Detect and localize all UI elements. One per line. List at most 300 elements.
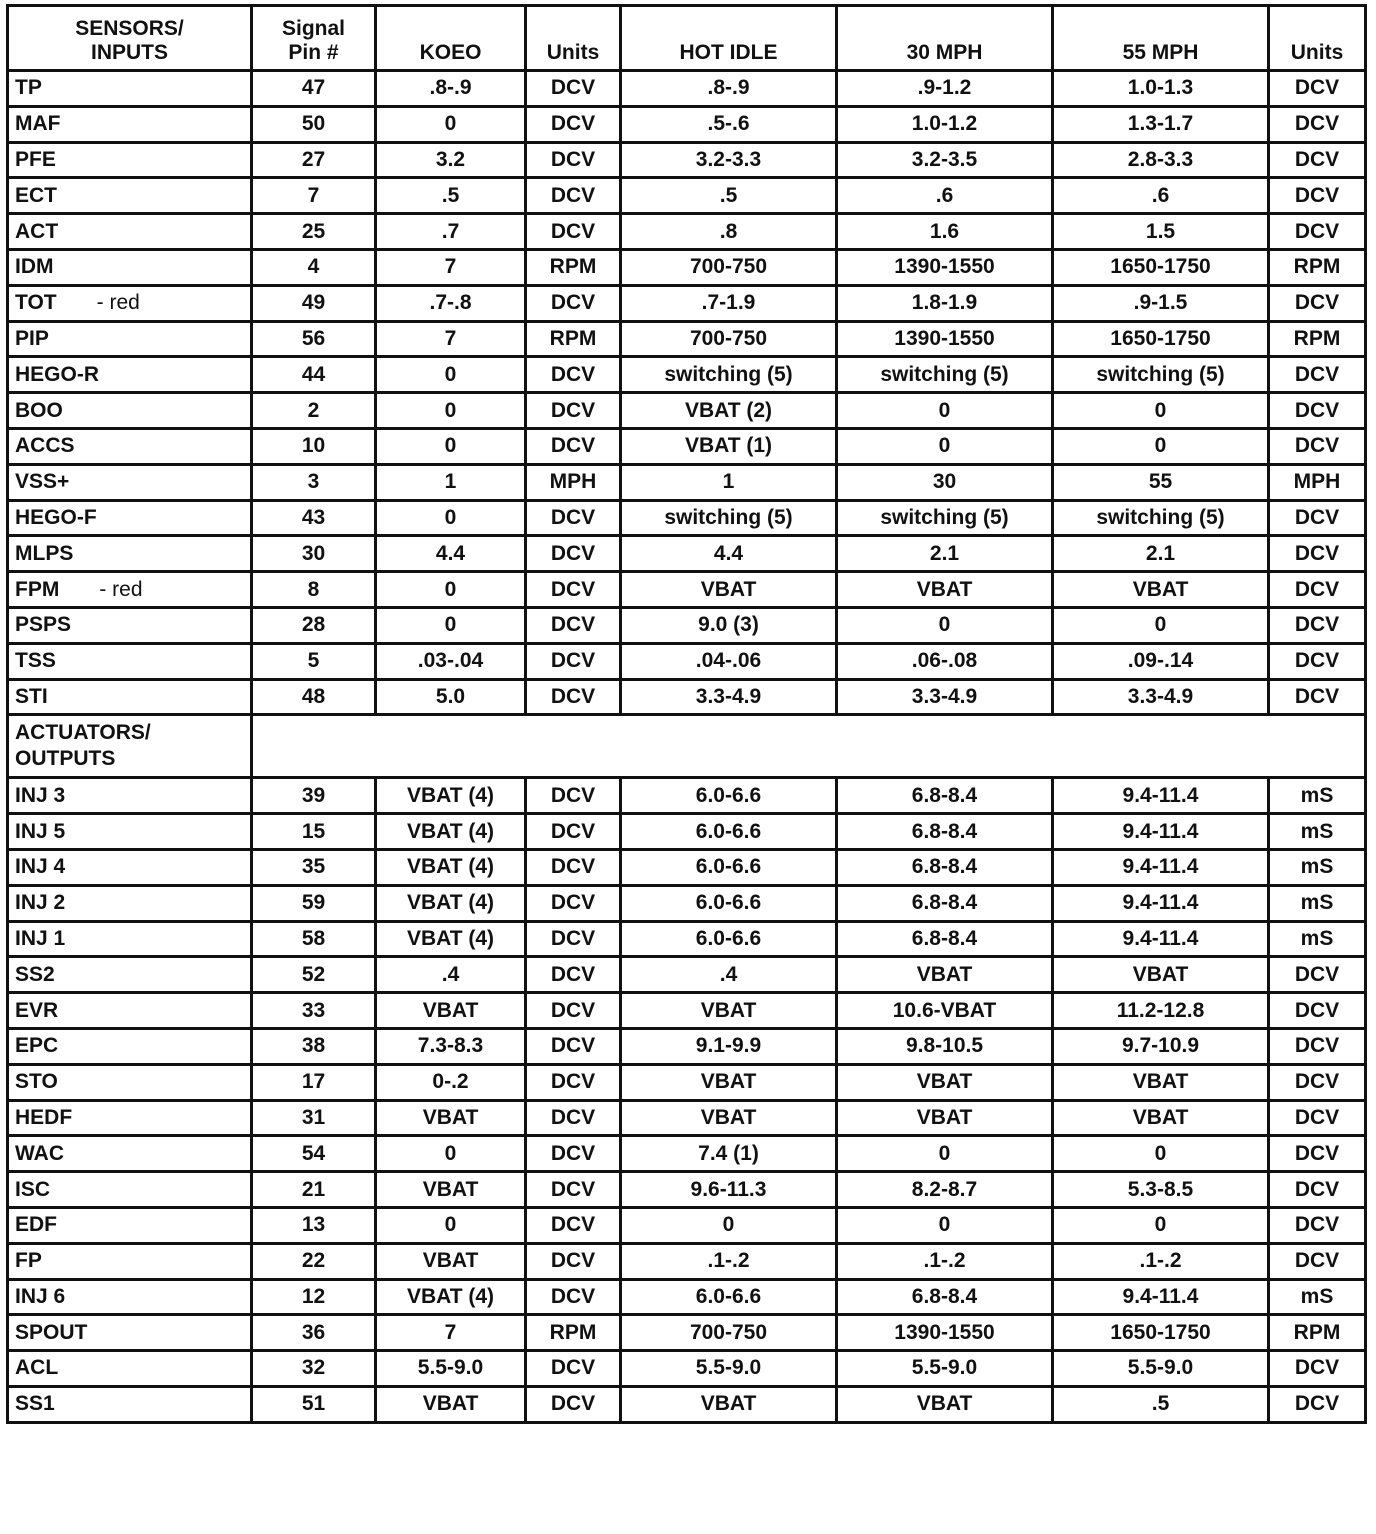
cell-30-mph: 0 bbox=[837, 393, 1053, 429]
cell-55-mph: 11.2-12.8 bbox=[1053, 993, 1269, 1029]
cell-koeo: 7 bbox=[376, 249, 526, 285]
cell-pin: 21 bbox=[252, 1172, 376, 1208]
actuator-row bbox=[8, 885, 1366, 921]
cell-55-mph: .6 bbox=[1053, 178, 1269, 214]
cell-name bbox=[8, 1100, 252, 1136]
cell-pin: 36 bbox=[252, 1315, 376, 1351]
cell-30-mph: 0 bbox=[837, 607, 1053, 643]
header-sensors-inputs: SENSORS/ INPUTS bbox=[8, 6, 252, 71]
cell-name bbox=[8, 1028, 252, 1064]
cell-units-2: DCV bbox=[1269, 393, 1366, 429]
cell-koeo: 0 bbox=[376, 357, 526, 393]
cell-pin: 22 bbox=[252, 1243, 376, 1279]
cell-hot-idle: VBAT (2) bbox=[621, 393, 837, 429]
cell-name bbox=[8, 921, 252, 957]
cell-name bbox=[8, 249, 252, 285]
cell-pin: 8 bbox=[252, 572, 376, 608]
sensor-row bbox=[8, 285, 1366, 321]
sensor-row bbox=[8, 71, 1366, 107]
cell-units-2: DCV bbox=[1269, 1172, 1366, 1208]
item-suffix: - red bbox=[96, 291, 140, 315]
cell-units-2: RPM bbox=[1269, 1315, 1366, 1351]
cell-units: DCV bbox=[526, 1136, 621, 1172]
item-name: EPC bbox=[15, 1034, 59, 1058]
cell-units-2: DCV bbox=[1269, 1136, 1366, 1172]
cell-units: DCV bbox=[526, 1028, 621, 1064]
item-name: ACT bbox=[15, 219, 59, 243]
cell-pin: 4 bbox=[252, 249, 376, 285]
cell-units-2: mS bbox=[1269, 885, 1366, 921]
cell-koeo: .03-.04 bbox=[376, 643, 526, 679]
cell-units-2: mS bbox=[1269, 921, 1366, 957]
actuator-row bbox=[8, 1100, 1366, 1136]
cell-55-mph: 0 bbox=[1053, 393, 1269, 429]
cell-units: DCV bbox=[526, 679, 621, 715]
cell-hot-idle: 9.6-11.3 bbox=[621, 1172, 837, 1208]
cell-pin: 44 bbox=[252, 357, 376, 393]
cell-units: DCV bbox=[526, 106, 621, 142]
sensor-row bbox=[8, 500, 1366, 536]
actuator-row bbox=[8, 1064, 1366, 1100]
cell-30-mph: switching (5) bbox=[837, 357, 1053, 393]
cell-pin: 47 bbox=[252, 71, 376, 107]
item-name: ISC bbox=[15, 1177, 51, 1201]
cell-hot-idle: 0 bbox=[621, 1207, 837, 1243]
cell-pin: 32 bbox=[252, 1351, 376, 1387]
cell-koeo: 5.0 bbox=[376, 679, 526, 715]
cell-units: DCV bbox=[526, 1064, 621, 1100]
cell-koeo: .7 bbox=[376, 214, 526, 250]
item-name: FP bbox=[15, 1249, 42, 1273]
cell-55-mph: 2.8-3.3 bbox=[1053, 142, 1269, 178]
cell-units-2: DCV bbox=[1269, 1386, 1366, 1422]
cell-30-mph: 8.2-8.7 bbox=[837, 1172, 1053, 1208]
cell-30-mph: .9-1.2 bbox=[837, 71, 1053, 107]
cell-30-mph: VBAT bbox=[837, 572, 1053, 608]
cell-55-mph: 9.4-11.4 bbox=[1053, 849, 1269, 885]
cell-30-mph: 30 bbox=[837, 464, 1053, 500]
cell-hot-idle: .1-.2 bbox=[621, 1243, 837, 1279]
data-table bbox=[6, 4, 1367, 1424]
section-blank bbox=[252, 715, 1366, 778]
cell-hot-idle: switching (5) bbox=[621, 357, 837, 393]
pin-voltage-chart bbox=[6, 4, 1364, 1424]
cell-units-2: DCV bbox=[1269, 500, 1366, 536]
item-name: BOO bbox=[15, 398, 63, 422]
cell-hot-idle: VBAT bbox=[621, 572, 837, 608]
cell-hot-idle: 6.0-6.6 bbox=[621, 849, 837, 885]
header-koeo: KOEO bbox=[376, 6, 526, 71]
cell-55-mph: 0 bbox=[1053, 428, 1269, 464]
item-name: INJ 1 bbox=[15, 926, 66, 950]
cell-name bbox=[8, 849, 252, 885]
cell-koeo: 0-.2 bbox=[376, 1064, 526, 1100]
cell-units-2: mS bbox=[1269, 1279, 1366, 1315]
cell-pin: 31 bbox=[252, 1100, 376, 1136]
cell-30-mph: 6.8-8.4 bbox=[837, 849, 1053, 885]
cell-55-mph: 0 bbox=[1053, 1136, 1269, 1172]
cell-pin: 39 bbox=[252, 778, 376, 814]
cell-units: RPM bbox=[526, 1315, 621, 1351]
item-name: MLPS bbox=[15, 541, 74, 565]
cell-units-2: DCV bbox=[1269, 142, 1366, 178]
cell-30-mph: 6.8-8.4 bbox=[837, 921, 1053, 957]
cell-hot-idle: 9.0 (3) bbox=[621, 607, 837, 643]
cell-units: DCV bbox=[526, 849, 621, 885]
item-name: PSPS bbox=[15, 613, 72, 637]
cell-hot-idle: .7-1.9 bbox=[621, 285, 837, 321]
cell-name bbox=[8, 1386, 252, 1422]
cell-30-mph: 1390-1550 bbox=[837, 1315, 1053, 1351]
cell-pin: 13 bbox=[252, 1207, 376, 1243]
cell-name bbox=[8, 142, 252, 178]
cell-30-mph: 1390-1550 bbox=[837, 249, 1053, 285]
cell-pin: 33 bbox=[252, 993, 376, 1029]
header-30-mph: 30 MPH bbox=[837, 6, 1053, 71]
item-name: HEGO-F bbox=[15, 505, 97, 529]
cell-units-2: DCV bbox=[1269, 214, 1366, 250]
cell-koeo: 0 bbox=[376, 1136, 526, 1172]
cell-units: DCV bbox=[526, 1279, 621, 1315]
actuators-outputs-label: ACTUATORS/ OUTPUTS bbox=[8, 715, 252, 778]
sensor-row bbox=[8, 536, 1366, 572]
cell-55-mph: .1-.2 bbox=[1053, 1243, 1269, 1279]
item-name: INJ 4 bbox=[15, 855, 66, 879]
cell-30-mph: VBAT bbox=[837, 1100, 1053, 1136]
cell-30-mph: 6.8-8.4 bbox=[837, 778, 1053, 814]
item-name: ACCS bbox=[15, 434, 75, 458]
cell-name bbox=[8, 106, 252, 142]
cell-55-mph: 0 bbox=[1053, 607, 1269, 643]
cell-name bbox=[8, 993, 252, 1029]
item-name: WAC bbox=[15, 1141, 64, 1165]
cell-hot-idle: 6.0-6.6 bbox=[621, 921, 837, 957]
item-name: SS1 bbox=[15, 1392, 55, 1416]
cell-name bbox=[8, 1172, 252, 1208]
cell-pin: 17 bbox=[252, 1064, 376, 1100]
cell-30-mph: 6.8-8.4 bbox=[837, 885, 1053, 921]
cell-30-mph: 3.3-4.9 bbox=[837, 679, 1053, 715]
cell-name bbox=[8, 357, 252, 393]
cell-pin: 25 bbox=[252, 214, 376, 250]
cell-pin: 10 bbox=[252, 428, 376, 464]
sensor-row bbox=[8, 572, 1366, 608]
actuators-section-header bbox=[8, 715, 1366, 778]
cell-55-mph: VBAT bbox=[1053, 572, 1269, 608]
actuator-row bbox=[8, 921, 1366, 957]
cell-name bbox=[8, 643, 252, 679]
cell-koeo: VBAT (4) bbox=[376, 921, 526, 957]
cell-units: DCV bbox=[526, 814, 621, 850]
sensor-row bbox=[8, 607, 1366, 643]
cell-units-2: DCV bbox=[1269, 1100, 1366, 1136]
cell-55-mph: 3.3-4.9 bbox=[1053, 679, 1269, 715]
cell-name bbox=[8, 428, 252, 464]
cell-units-2: DCV bbox=[1269, 957, 1366, 993]
cell-name bbox=[8, 1207, 252, 1243]
cell-units: DCV bbox=[526, 1100, 621, 1136]
cell-55-mph: 1.0-1.3 bbox=[1053, 71, 1269, 107]
actuator-row bbox=[8, 993, 1366, 1029]
cell-hot-idle: 700-750 bbox=[621, 1315, 837, 1351]
sensor-row bbox=[8, 142, 1366, 178]
cell-koeo: 0 bbox=[376, 428, 526, 464]
cell-name bbox=[8, 536, 252, 572]
cell-55-mph: .9-1.5 bbox=[1053, 285, 1269, 321]
cell-30-mph: 2.1 bbox=[837, 536, 1053, 572]
cell-koeo: VBAT (4) bbox=[376, 1279, 526, 1315]
cell-koeo: VBAT (4) bbox=[376, 814, 526, 850]
cell-hot-idle: .5-.6 bbox=[621, 106, 837, 142]
cell-koeo: 4.4 bbox=[376, 536, 526, 572]
item-name: IDM bbox=[15, 255, 54, 279]
sensor-row bbox=[8, 321, 1366, 357]
cell-name bbox=[8, 572, 252, 608]
cell-units: DCV bbox=[526, 993, 621, 1029]
actuator-row bbox=[8, 1028, 1366, 1064]
item-name: TP bbox=[15, 76, 42, 100]
cell-koeo: VBAT (4) bbox=[376, 885, 526, 921]
cell-units: DCV bbox=[526, 1172, 621, 1208]
header-units-2: Units bbox=[1269, 6, 1366, 71]
cell-55-mph: 55 bbox=[1053, 464, 1269, 500]
cell-hot-idle: 3.2-3.3 bbox=[621, 142, 837, 178]
cell-units-2: DCV bbox=[1269, 536, 1366, 572]
cell-units: DCV bbox=[526, 1243, 621, 1279]
cell-pin: 5 bbox=[252, 643, 376, 679]
item-suffix: - red bbox=[99, 577, 143, 601]
cell-units: DCV bbox=[526, 957, 621, 993]
item-name: EDF bbox=[15, 1213, 57, 1237]
cell-units: DCV bbox=[526, 428, 621, 464]
cell-units-2: DCV bbox=[1269, 1064, 1366, 1100]
cell-55-mph: 5.5-9.0 bbox=[1053, 1351, 1269, 1387]
cell-name bbox=[8, 321, 252, 357]
cell-units: DCV bbox=[526, 1351, 621, 1387]
cell-55-mph: 9.4-11.4 bbox=[1053, 778, 1269, 814]
actuators-section bbox=[8, 778, 1366, 1422]
cell-koeo: 3.2 bbox=[376, 142, 526, 178]
sensor-row bbox=[8, 214, 1366, 250]
cell-hot-idle: 7.4 (1) bbox=[621, 1136, 837, 1172]
cell-koeo: .7-.8 bbox=[376, 285, 526, 321]
cell-55-mph: 9.4-11.4 bbox=[1053, 1279, 1269, 1315]
cell-hot-idle: .8-.9 bbox=[621, 71, 837, 107]
cell-name bbox=[8, 1136, 252, 1172]
cell-pin: 48 bbox=[252, 679, 376, 715]
cell-30-mph: VBAT bbox=[837, 957, 1053, 993]
actuator-row bbox=[8, 1136, 1366, 1172]
cell-55-mph: 5.3-8.5 bbox=[1053, 1172, 1269, 1208]
cell-name bbox=[8, 214, 252, 250]
cell-units: DCV bbox=[526, 214, 621, 250]
item-name: INJ 6 bbox=[15, 1284, 66, 1308]
cell-30-mph: 9.8-10.5 bbox=[837, 1028, 1053, 1064]
cell-units: DCV bbox=[526, 643, 621, 679]
cell-units-2: DCV bbox=[1269, 643, 1366, 679]
item-name: STO bbox=[15, 1070, 58, 1094]
cell-koeo: .8-.9 bbox=[376, 71, 526, 107]
cell-pin: 58 bbox=[252, 921, 376, 957]
cell-hot-idle: 3.3-4.9 bbox=[621, 679, 837, 715]
cell-30-mph: .1-.2 bbox=[837, 1243, 1053, 1279]
cell-units-2: mS bbox=[1269, 778, 1366, 814]
cell-units-2: DCV bbox=[1269, 1243, 1366, 1279]
cell-55-mph: 2.1 bbox=[1053, 536, 1269, 572]
cell-koeo: 0 bbox=[376, 607, 526, 643]
cell-55-mph: .09-.14 bbox=[1053, 643, 1269, 679]
cell-30-mph: 3.2-3.5 bbox=[837, 142, 1053, 178]
item-name: HEDF bbox=[15, 1105, 73, 1129]
cell-55-mph: 9.4-11.4 bbox=[1053, 921, 1269, 957]
sensor-row bbox=[8, 106, 1366, 142]
cell-koeo: .5 bbox=[376, 178, 526, 214]
cell-hot-idle: 1 bbox=[621, 464, 837, 500]
sensor-row bbox=[8, 178, 1366, 214]
cell-units-2: RPM bbox=[1269, 249, 1366, 285]
cell-hot-idle: 6.0-6.6 bbox=[621, 778, 837, 814]
cell-pin: 27 bbox=[252, 142, 376, 178]
cell-30-mph: 1.8-1.9 bbox=[837, 285, 1053, 321]
cell-hot-idle: 4.4 bbox=[621, 536, 837, 572]
cell-koeo: 0 bbox=[376, 393, 526, 429]
cell-units-2: RPM bbox=[1269, 321, 1366, 357]
cell-units: DCV bbox=[526, 572, 621, 608]
cell-55-mph: 1.5 bbox=[1053, 214, 1269, 250]
actuator-row bbox=[8, 778, 1366, 814]
cell-name bbox=[8, 957, 252, 993]
cell-55-mph: 1650-1750 bbox=[1053, 1315, 1269, 1351]
cell-units: DCV bbox=[526, 393, 621, 429]
cell-name bbox=[8, 1351, 252, 1387]
cell-30-mph: 1390-1550 bbox=[837, 321, 1053, 357]
cell-55-mph: 1.3-1.7 bbox=[1053, 106, 1269, 142]
cell-koeo: 1 bbox=[376, 464, 526, 500]
cell-30-mph: 1.6 bbox=[837, 214, 1053, 250]
sensor-row bbox=[8, 679, 1366, 715]
cell-30-mph: 0 bbox=[837, 428, 1053, 464]
cell-units: DCV bbox=[526, 885, 621, 921]
cell-55-mph: VBAT bbox=[1053, 1100, 1269, 1136]
cell-units-2: DCV bbox=[1269, 572, 1366, 608]
actuator-row bbox=[8, 1279, 1366, 1315]
actuator-row bbox=[8, 1207, 1366, 1243]
cell-55-mph: 1650-1750 bbox=[1053, 321, 1269, 357]
cell-units: DCV bbox=[526, 71, 621, 107]
cell-units-2: DCV bbox=[1269, 71, 1366, 107]
header-55-mph: 55 MPH bbox=[1053, 6, 1269, 71]
cell-units-2: DCV bbox=[1269, 357, 1366, 393]
cell-30-mph: 10.6-VBAT bbox=[837, 993, 1053, 1029]
header-signal-pin: Signal Pin # bbox=[252, 6, 376, 71]
cell-55-mph: 0 bbox=[1053, 1207, 1269, 1243]
cell-name bbox=[8, 178, 252, 214]
actuator-row bbox=[8, 849, 1366, 885]
cell-units-2: DCV bbox=[1269, 285, 1366, 321]
item-name: HEGO-R bbox=[15, 362, 99, 386]
item-name: INJ 5 bbox=[15, 819, 66, 843]
item-name: SS2 bbox=[15, 962, 55, 986]
cell-hot-idle: VBAT bbox=[621, 993, 837, 1029]
actuator-row bbox=[8, 1315, 1366, 1351]
item-name: INJ 2 bbox=[15, 891, 66, 915]
cell-pin: 35 bbox=[252, 849, 376, 885]
item-name: INJ 3 bbox=[15, 783, 66, 807]
cell-pin: 15 bbox=[252, 814, 376, 850]
actuator-row bbox=[8, 957, 1366, 993]
cell-hot-idle: .8 bbox=[621, 214, 837, 250]
cell-units-2: mS bbox=[1269, 849, 1366, 885]
actuator-row bbox=[8, 1243, 1366, 1279]
cell-units-2: DCV bbox=[1269, 993, 1366, 1029]
actuator-row bbox=[8, 1386, 1366, 1422]
cell-30-mph: .6 bbox=[837, 178, 1053, 214]
cell-units-2: DCV bbox=[1269, 1351, 1366, 1387]
cell-units-2: DCV bbox=[1269, 178, 1366, 214]
cell-55-mph: 9.4-11.4 bbox=[1053, 885, 1269, 921]
item-name: MAF bbox=[15, 112, 61, 136]
cell-hot-idle: VBAT bbox=[621, 1386, 837, 1422]
cell-koeo: 0 bbox=[376, 1207, 526, 1243]
actuator-row bbox=[8, 1351, 1366, 1387]
cell-hot-idle: 6.0-6.6 bbox=[621, 885, 837, 921]
cell-pin: 28 bbox=[252, 607, 376, 643]
cell-55-mph: switching (5) bbox=[1053, 500, 1269, 536]
cell-koeo: VBAT (4) bbox=[376, 849, 526, 885]
item-name: PIP bbox=[15, 326, 49, 350]
header-units: Units bbox=[526, 6, 621, 71]
cell-name bbox=[8, 814, 252, 850]
cell-koeo: VBAT (4) bbox=[376, 778, 526, 814]
cell-hot-idle: 6.0-6.6 bbox=[621, 1279, 837, 1315]
cell-name bbox=[8, 1315, 252, 1351]
cell-hot-idle: 5.5-9.0 bbox=[621, 1351, 837, 1387]
cell-hot-idle: .04-.06 bbox=[621, 643, 837, 679]
cell-name bbox=[8, 607, 252, 643]
cell-pin: 3 bbox=[252, 464, 376, 500]
item-name: TSS bbox=[15, 649, 56, 673]
cell-name bbox=[8, 885, 252, 921]
item-name: VSS+ bbox=[15, 470, 70, 494]
cell-units: RPM bbox=[526, 321, 621, 357]
cell-hot-idle: VBAT (1) bbox=[621, 428, 837, 464]
cell-koeo: VBAT bbox=[376, 993, 526, 1029]
cell-pin: 49 bbox=[252, 285, 376, 321]
cell-pin: 56 bbox=[252, 321, 376, 357]
cell-pin: 54 bbox=[252, 1136, 376, 1172]
cell-units-2: DCV bbox=[1269, 428, 1366, 464]
cell-55-mph: 9.4-11.4 bbox=[1053, 814, 1269, 850]
cell-units: DCV bbox=[526, 1207, 621, 1243]
cell-units-2: DCV bbox=[1269, 1207, 1366, 1243]
cell-koeo: 7.3-8.3 bbox=[376, 1028, 526, 1064]
actuator-row bbox=[8, 1172, 1366, 1208]
cell-units: DCV bbox=[526, 178, 621, 214]
cell-units: RPM bbox=[526, 249, 621, 285]
cell-30-mph: 0 bbox=[837, 1207, 1053, 1243]
cell-name bbox=[8, 778, 252, 814]
cell-hot-idle: .5 bbox=[621, 178, 837, 214]
cell-units: DCV bbox=[526, 778, 621, 814]
cell-hot-idle: 700-750 bbox=[621, 321, 837, 357]
cell-name bbox=[8, 464, 252, 500]
cell-koeo: VBAT bbox=[376, 1243, 526, 1279]
cell-pin: 51 bbox=[252, 1386, 376, 1422]
item-name: SPOUT bbox=[15, 1320, 88, 1344]
cell-55-mph: VBAT bbox=[1053, 957, 1269, 993]
cell-units: DCV bbox=[526, 500, 621, 536]
cell-55-mph: switching (5) bbox=[1053, 357, 1269, 393]
